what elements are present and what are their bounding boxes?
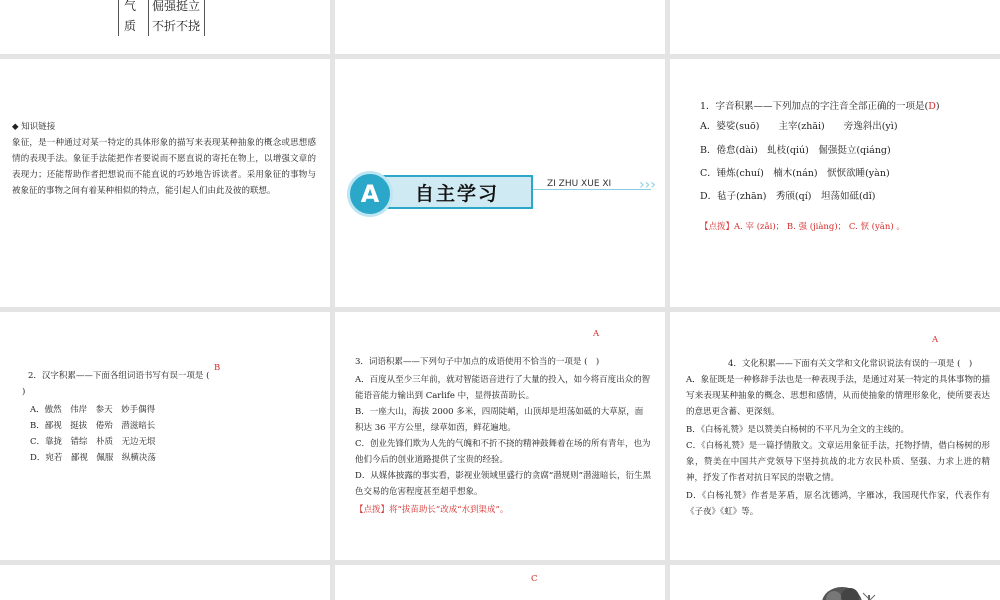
chevron-right-icon: ››› xyxy=(639,177,656,193)
q4-option-b: B．《白杨礼赞》是以赞美白杨树的不平凡为全文的主线的。 xyxy=(686,425,909,435)
q4-stem: 4．文化积累——下面有关文学和文化常识说法有误的一项是 ( ) xyxy=(728,359,973,369)
bottom-mid-answer: C xyxy=(531,574,538,584)
q1-stem-text: 1．字音积累——下列加点的字注音全部正确的一项是( xyxy=(700,101,929,112)
q2-option-b: B．鄙视 挺拔 倦殆 潜滋暗长 xyxy=(30,421,156,431)
summary-col1: 气质 xyxy=(124,0,137,33)
slide-blank-top-mid xyxy=(335,0,665,54)
knowledge-body: 象征，是一种通过对某一特定的具体形象的描写来表现某种抽象的概念或思想感情的表现手法。象征手法能把作者要说而不愿直说的寄托在物上，以增强文章的表现力；还能帮助作者把想说而不能直说的巧妙地告诉读者。采用象征的事物与被象征的事物之间有着某种相似的特点，能引起人们由此及彼的联想。 xyxy=(12,138,316,196)
slide-knowledge-link xyxy=(0,59,330,307)
q2-stem-close: ) xyxy=(22,387,26,397)
slide-summary-fragment xyxy=(0,0,330,54)
q2-stem: 2．汉字积累——下面各组词语书写有误一项是 ( xyxy=(28,371,210,381)
q4-option-c: C．《白杨礼赞》是一篇抒情散文。文章运用象征手法，托物抒情，借白杨树的形象，赞美在中国共产党领导下坚持抗战的北方农民朴质、坚强、力求上进的精神，抒发了作者对抗日军民的崇敬之情。 xyxy=(686,441,990,483)
banner-bar xyxy=(381,175,533,209)
q1-stem xyxy=(700,99,940,114)
q2-option-c: C．靠拢 错综 朴质 无边无垠 xyxy=(30,437,156,447)
q2-option-a: A．傲然 伟岸 参天 妙手偶得 xyxy=(30,405,156,415)
q2-answer: B xyxy=(214,363,221,373)
knowledge-title: ◆ 知识链接 xyxy=(12,122,56,132)
q4-option-d: D．《白杨礼赞》作者是茅盾，原名沈德鸿，字雁冰，我国现代作家，代表作有《子夜》《虹》等。 xyxy=(686,491,990,517)
q1-stem-close: ) xyxy=(935,101,940,112)
q1-answer: D xyxy=(928,101,936,112)
banner-title: 自主学习 xyxy=(415,183,500,205)
q3-option-b: B．一座大山，海拔 2000 多米，四周陡峭，山顶却是坦荡如砥的大草原，面积达 36 平方公里，绿草如茵，鲜花遍地。 xyxy=(355,407,644,433)
q3-option-d: D．从媒体披露的事实看，影视业领域里盛行的贪腐“潜规则”潜滋暗长，衍生黑色交易的危害程度甚至超乎想象。 xyxy=(355,471,652,497)
slide-blank-bottom-left xyxy=(0,565,330,600)
q3-hint: 【点拨】将“拔苗助长”改成“水到渠成”。 xyxy=(355,505,509,515)
summary-col2-line1: 倔强挺立 xyxy=(152,0,201,13)
slide-question-3 xyxy=(335,312,665,560)
q1-option-c: C．锤炼(chuí) 楠木(nán) 恹恹欲睡(yàn) xyxy=(700,168,890,179)
q2-option-d: D．宛若 鄙视 佩服 纵横决荡 xyxy=(30,453,156,463)
section-banner xyxy=(347,169,656,219)
banner-letter-badge: A xyxy=(347,171,393,217)
q3-option-a: A．百度从至少三年前，就对智能语音进行了大量的投入，如今将百度出众的智能语音能力输出到 Carlife 中，显得拔苗助长。 xyxy=(355,375,651,401)
q1-option-b: B．倦怠(dài) 虬枝(qiú) 倔强挺立(qiáng) xyxy=(700,145,891,156)
banner-pinyin: ZI ZHU XUE XI xyxy=(547,179,612,189)
q3-answer: A xyxy=(593,329,600,339)
slide-bottom-right-image xyxy=(670,565,1000,600)
slide-bottom-mid xyxy=(335,565,665,600)
q1-hint: 【点拨】A. 宰 (zǎi)； B. 强 (jiàng)； C. 恹 (yān) 。 xyxy=(700,222,905,232)
poplar-tree-image xyxy=(820,573,880,600)
slide-section-banner xyxy=(335,59,665,307)
q4-option-a: A．象征既是一种修辞手法也是一种表现手法，是通过对某一特定的具体事物的描写来表现某种抽象的概念、思想和感情，从而使抽象的情理形象化，使所要表达的意思更含蓄、更深刻。 xyxy=(686,375,990,417)
summary-col2-line2: 不折不挠 xyxy=(152,19,201,33)
banner-line xyxy=(533,189,651,190)
slide-question-2 xyxy=(0,312,330,560)
slide-question-4 xyxy=(670,312,1000,560)
q1-option-d: D．毡子(zhān) 秀颀(qí) 坦荡如砥(dǐ) xyxy=(700,191,876,202)
q1-option-a: A．婆娑(suō) 主宰(zhāi) 旁逸斜出(yì) xyxy=(700,121,898,132)
q4-answer: A xyxy=(932,335,939,345)
slide-question-1 xyxy=(670,59,1000,307)
slide-blank-top-right xyxy=(670,0,1000,54)
q3-option-c: C．创业先锋们欺为人先的气魄和不折不挠的精神鼓舞着在场的所有青年，也为他们今后的创业道路提供了宝贵的经验。 xyxy=(355,439,651,465)
q3-stem: 3．词语积累——下列句子中加点的成语使用不恰当的一项是 ( ) xyxy=(355,357,600,367)
